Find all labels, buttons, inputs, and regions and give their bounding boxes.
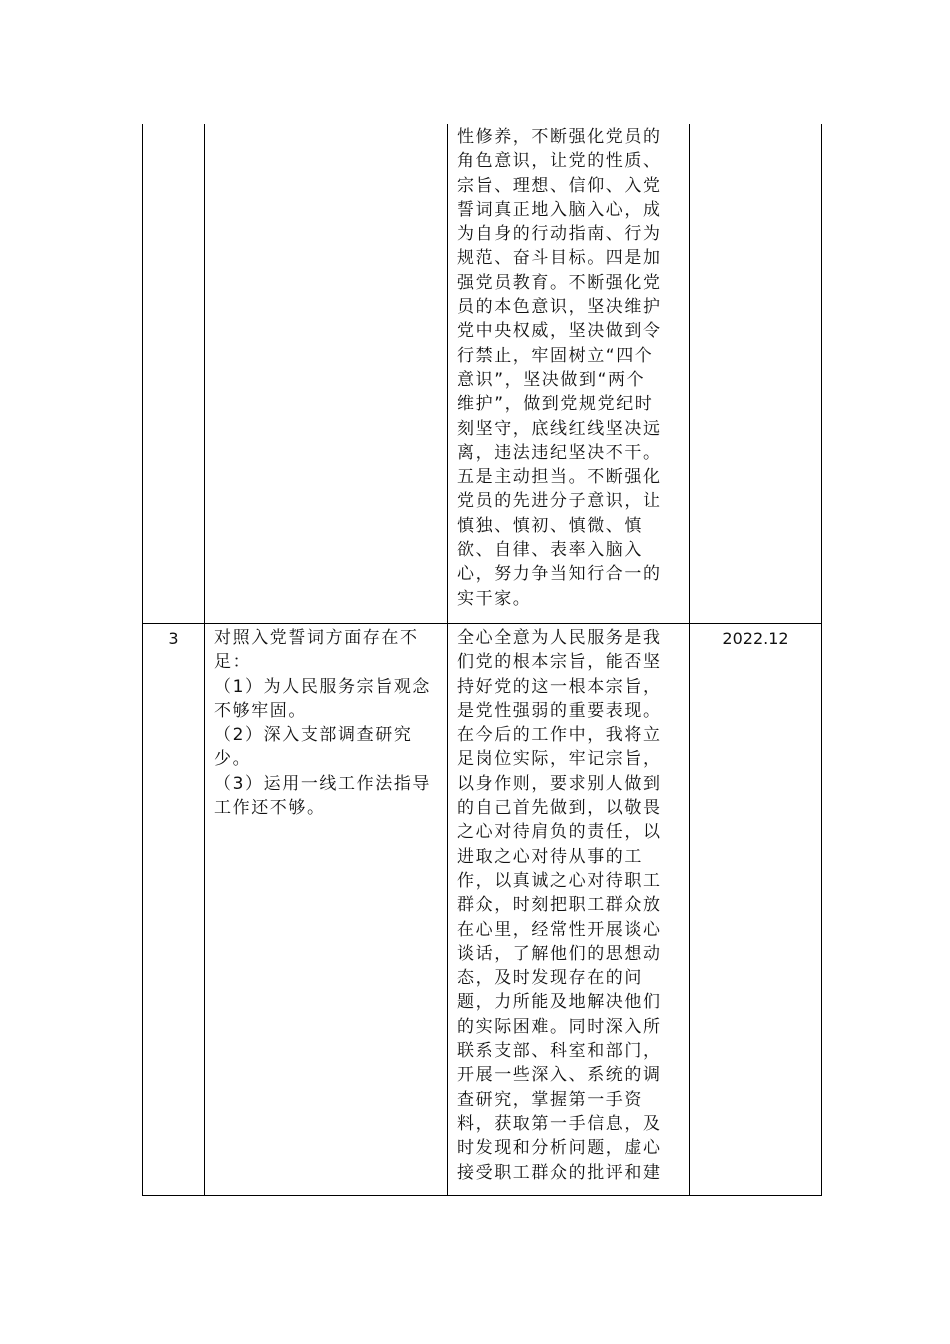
problems-cell: 对照入党誓词方面存在不 足： （1）为人民服务宗旨观念 不够牢固。 （2）深入支部调查研究 少。 （3）运用一线工作法指导 工作还不够。 [214, 628, 432, 819]
table-row-divider [142, 623, 822, 624]
table-column-divider [447, 124, 448, 1196]
measures-cell-continued: 性修养，不断强化党员的 角色意识，让党的性质、 宗旨、理想、信仰、入党 誓词真正地入脑入心，成 为自身的行动指南、行为 规范、奋斗目标。四是加 强党员教育。不断强化党 员的本色意识，坚决维护 党中央权威，坚决做到令 行禁止，牢固树立“四个 意识”，坚决做到“两个 维护”，做到党规党纪时 刻坚守，底线红线坚决远 离，违法违纪坚决不干。 五是主动担当。不断强化 党员的先进分子意识，让 慎独、慎初、慎微、慎 欲、自律、表率入脑入 心，努力争当知行合一的 实干家。 [457, 127, 662, 609]
table-column-divider [689, 124, 690, 1196]
deadline-cell: 2022.12 [722, 629, 789, 648]
table-border-right [821, 124, 822, 1196]
table-border-bottom [142, 1195, 822, 1196]
table-column-divider [204, 124, 205, 1196]
table-border-left [142, 124, 143, 1196]
row-number: 3 [168, 629, 179, 648]
measures-cell: 全心全意为人民服务是我 们党的根本宗旨，能否坚 持好党的这一根本宗旨， 是党性强弱的重要表现。 在今后的工作中，我将立 足岗位实际，牢记宗旨， 以身作则，要求别人做到 的自己首先做到，以敬畏 之心对待肩负的责任，以 进取之心对待从事的工 作，以真诚之心对待职工 群众，时刻把职工群众放 在心里，经常性开展谈心 谈话，了解他们的思想动 态，及时发现存在的问 题，力所能及地解决他们 的实际困难。同时深入所 联系支部、科室和部门， 开展一些深入、系统的调 查研究，掌握第一手资 料，获取第一手信息，及 时发现和分析问题，虚心 接受职工群众的批评和建 [457, 628, 662, 1183]
